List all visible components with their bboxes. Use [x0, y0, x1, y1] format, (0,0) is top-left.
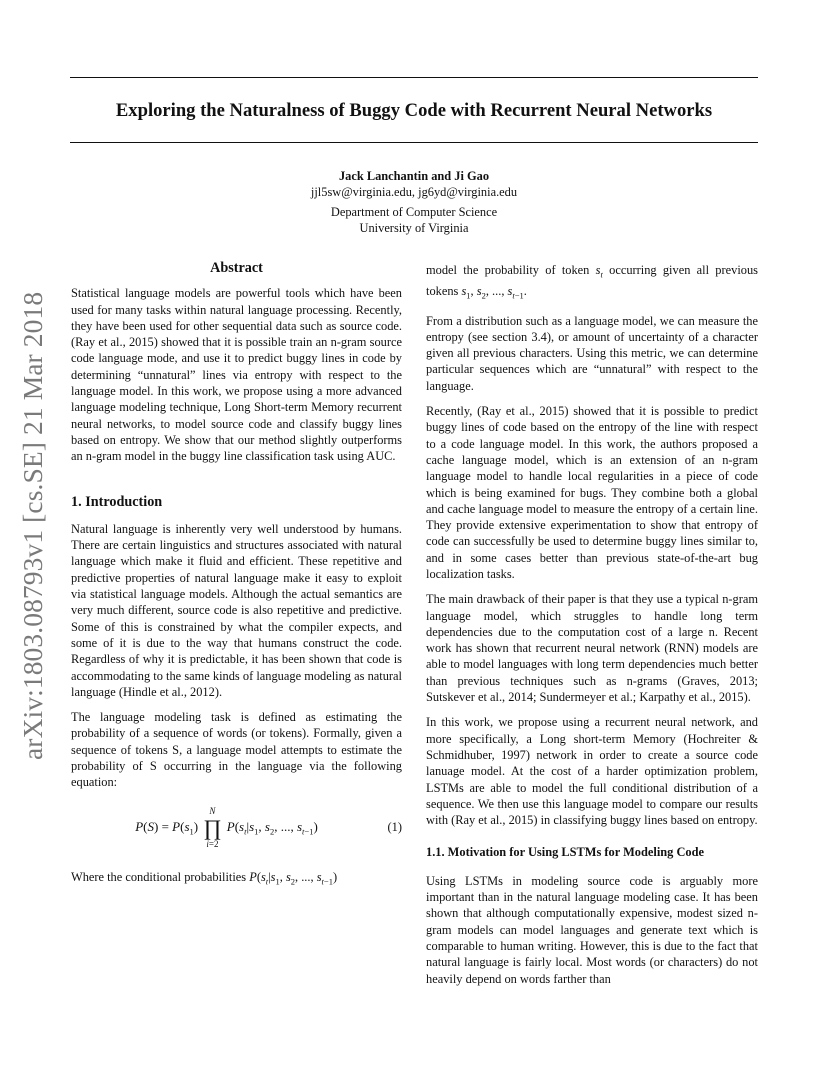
paper-title: Exploring the Naturalness of Buggy Code with Recurrent Neural Networks [115, 100, 713, 121]
intro-paragraph-4: From a distribution such as a language model, we can measure the entropy (see section 3.4), or amount of uncertainty of a character given all previous characters. Using this metric, we can determine particular sequences which are “unnatural” with respect to the language. [426, 313, 758, 393]
section-heading-introduction: 1. Introduction [71, 493, 163, 510]
intro-paragraph-2: The language modeling task is defined as estimating the probability of a sequence of words (or tokens). Formally, given a sequence of tokens S, a language model attempts to estimate the probability of S occurring in the language via the following equation: [71, 710, 402, 790]
intro-paragraph-1: Natural language is inherently very well understood by humans. There are certain linguistics and structures associated with natural language which make it fluid and efficient. These repetitive and predictive properties of natural language make it easy to exploit via statistical language models. Although the actual semantics are very much different, source code is also repetitive and predictive. Some of this is constrained by what the compiler expects, and some of it is due to the way that humans construct the code. Regardless of why it is predictable, it has been shown that code is accommodating to the same kinds of language modeling as natural language (Hindle et al., 2012). [71, 521, 402, 699]
equation-number: (1) [387, 820, 402, 835]
equation-body: $P(S) = P(s_1)$ N ∏ i=2 $P(s_t|s_1$, $s_2$, ..., $s_{t-1}$) [135, 805, 318, 849]
author-university: University of Virginia [359, 221, 469, 236]
left-column [71, 260, 402, 889]
author-department: Department of Computer Science [330, 204, 498, 219]
author-names: Jack Lanchantin and Ji Gao [338, 169, 490, 183]
intro-paragraph-3-cont: model the probability of token $s_t$ occurring given all previous tokens $s_1$, $s_2$, ..., $s_{t-1}$. [426, 263, 758, 301]
author-block [70, 168, 758, 237]
top-rule [70, 77, 758, 78]
abstract-heading: Abstract [210, 260, 263, 276]
motivation-paragraph-1: Using LSTMs in modeling source code is arguably more important than in the natural language modeling case. It has been shown that although computationally expensive, modest sized n-gram models can model languages and generate text which is comparable to human writing. However, this is due to the fact that natural language is fairly local. Most words (or characters) do not heavily depend on words farther than [426, 873, 758, 986]
author-emails: jjl5sw@virginia.edu, jg6yd@virginia.edu [310, 185, 518, 200]
title-bottom-rule [70, 142, 758, 143]
right-column [426, 262, 758, 987]
intro-paragraph-7: In this work, we propose using a recurrent neural network, and more specifically, a Long short-term Memory (Hochreiter & Schmidhuber, 1997) network in order to create a source code lanuage model. At the cost of a harder optimization problem, LSTMs are able to model the full conditional distribution of a sequence. We then use this language model to compare our results with (Ray et al., 2015) in classifying buggy lines based on entropy. [426, 715, 758, 828]
subsection-heading-motivation: 1.1. Motivation for Using LSTMs for Modeling Code [426, 845, 704, 860]
equation-1 [71, 803, 402, 853]
intro-paragraph-3-start: Where the conditional probabilities $P(s_t|s_1$, $s_2$, ..., $s_{t-1}$) [71, 869, 338, 887]
intro-paragraph-6: The main drawback of their paper is that they use a typical n-gram language model, which struggles to handle long term dependencies due to the computation cost of a large n. Recent work has shown that recurrent neural network (RNN) models are able to model languages with long term dependencies much better than previous techniques such as n-grams (Graves, 2013; Sutskever et al., 2014; Sundermeyer et al.; Karpathy et al., 2015). [426, 592, 758, 705]
product-symbol: N ∏ i=2 [203, 805, 222, 849]
abstract-text: Statistical language models are powerful tools which have been used for many tasks within natural language processing. Recently, they have been used for other sequential data such as source code. (Ray et al., 2015) showed that it is possible train an n-gram source code language mode, and use it to predict buggy lines in code by determining “unnatural” lines via entropy with respect to the language model. In this work, we propose using a more advanced language modeling technique, Long Short-term Memory recurrent neural networks, to model source code and classify buggy lines based on entropy. We show that our method slightly outperforms an n-gram model in the buggy line classification task using AUC. [71, 286, 402, 464]
intro-paragraph-5: Recently, (Ray et al., 2015) showed that it is possible to predict buggy lines of code based on the entropy of the line with respect to a code language model. In this work, the authors proposed a cache language model, which is an extension of an n-gram language model to handle local regularities in a piece of code which is being examined for bugs. They combine both a global and cache language model to measure the entropy of a certain line. They provide extensive experimentation to show that entropy of code can successfully be used to determine buggy lines similar to, and in some cases better than previous state-of-the-art bug localization tasks. [426, 404, 758, 581]
arxiv-stamp: arXiv:1803.08793v1 [cs.SE] 21 Mar 2018 [17, 291, 48, 760]
